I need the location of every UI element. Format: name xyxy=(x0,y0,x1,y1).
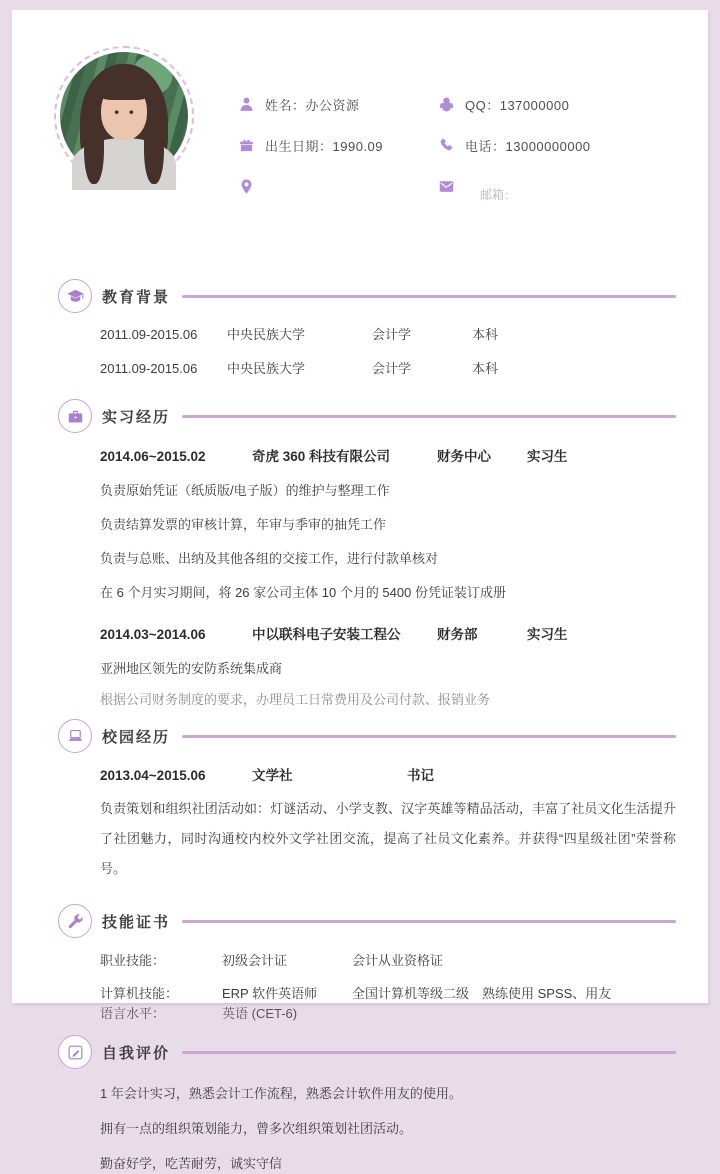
skill-item: 初级会计证 xyxy=(222,953,288,968)
resume-page xyxy=(12,10,708,1171)
campus-header-row xyxy=(100,766,676,786)
skills-body xyxy=(100,951,676,1021)
education-header xyxy=(58,279,676,313)
location-pin-icon xyxy=(238,178,255,195)
job-role: 实习生 xyxy=(527,627,568,642)
address-row xyxy=(238,174,383,198)
skill-item: 全国计算机等级二级 xyxy=(352,986,470,1001)
resume-header xyxy=(12,10,708,235)
job-role: 实习生 xyxy=(527,449,568,464)
edu-major: 会计学 xyxy=(372,361,412,376)
section-title: 实习经历 xyxy=(102,408,171,426)
edu-major: 会计学 xyxy=(372,327,412,342)
qq-label: QQ：137000000 xyxy=(465,97,570,113)
job-company: 中以联科电子安装工程公 xyxy=(252,627,401,642)
internship-body xyxy=(100,447,676,707)
graduation-cap-icon xyxy=(58,279,92,313)
education-row xyxy=(100,325,676,345)
job-bullet: 负责与总账、出纳及其他各组的交接工作，进行付款单核对 xyxy=(100,551,439,566)
skill-item: 英语 (CET-6) xyxy=(222,1006,298,1021)
education-row xyxy=(100,359,676,379)
user-icon xyxy=(238,96,255,113)
skill-item: 会计从业资格证 xyxy=(352,953,444,968)
edu-date: 2011.09-2015.06 xyxy=(100,327,198,342)
skill-row xyxy=(100,984,676,1004)
edit-pencil-icon xyxy=(58,1035,92,1069)
phone-icon xyxy=(438,137,455,154)
campus-date: 2013.04~2015.06 xyxy=(100,768,206,783)
birth-label: 出生日期：1990.09 xyxy=(265,138,383,154)
section-title: 校园经历 xyxy=(102,728,171,746)
section-skills xyxy=(58,904,676,1021)
job-dept: 财务中心 xyxy=(437,449,491,464)
phone-label: 电话：13000000000 xyxy=(465,138,591,154)
skill-row-clipped xyxy=(100,1004,676,1021)
job-header-row xyxy=(100,447,676,467)
birth-row xyxy=(238,133,383,157)
job-company: 奇虎 360 科技有限公司 xyxy=(252,449,391,464)
job-bullet: 亚洲地区领先的安防系统集成商 xyxy=(100,661,283,676)
job-bullet: 在 6 个月实习期间，将 26 家公司主体 10 个月的 5400 份凭证装订成册 xyxy=(100,585,506,600)
job-dept: 财务部 xyxy=(437,627,478,642)
skill-label: 计算机技能： xyxy=(100,986,179,1001)
photo-hair-strand xyxy=(144,110,164,184)
phone-row xyxy=(438,133,591,157)
section-divider xyxy=(182,1051,676,1054)
section-education xyxy=(58,279,676,379)
photo-bangs xyxy=(96,76,152,100)
qq-row xyxy=(438,92,591,116)
edu-degree: 本科 xyxy=(472,361,499,376)
selfeval-header xyxy=(58,1035,676,1069)
section-title: 自我评价 xyxy=(102,1044,171,1062)
section-divider xyxy=(182,735,676,738)
job-bullet-clipped: 根据公司财务制度的要求，办理员工日常费用及公司付款、报销业务 xyxy=(100,692,491,707)
skill-item: ERP 软件英语师 xyxy=(222,986,318,1001)
qq-icon xyxy=(438,96,455,113)
selfeval-line: 勤奋好学，吃苦耐劳，诚实守信 xyxy=(100,1156,283,1171)
section-internship xyxy=(58,399,676,707)
section-title: 技能证书 xyxy=(102,913,171,931)
internship-header xyxy=(58,399,676,433)
campus-club: 文学社 xyxy=(252,768,293,783)
wrench-icon xyxy=(58,904,92,938)
selfeval-line: 1 年会计实习，熟悉会计工作流程，熟悉会计软件用友的使用。 xyxy=(100,1086,462,1101)
email-clipped-text: 邮箱： xyxy=(480,188,517,202)
job-date: 2014.03~2014.06 xyxy=(100,627,206,642)
section-divider xyxy=(182,295,676,298)
section-divider xyxy=(182,415,676,418)
job-header-row xyxy=(100,625,676,645)
skill-item xyxy=(352,1004,482,1024)
selfeval-body xyxy=(100,1084,676,1174)
section-divider xyxy=(182,920,676,923)
section-campus xyxy=(58,719,676,884)
section-title: 教育背景 xyxy=(102,288,171,306)
gift-icon xyxy=(238,137,255,154)
profile-photo xyxy=(60,52,188,180)
edu-school: 中央民族大学 xyxy=(227,327,306,342)
edu-date: 2011.09-2015.06 xyxy=(100,361,198,376)
job-date: 2014.06~2015.02 xyxy=(100,449,206,464)
skill-label: 职业技能： xyxy=(100,953,166,968)
job-bullet: 负责原始凭证（纸质版/电子版）的维护与整理工作 xyxy=(100,483,390,498)
name-row xyxy=(238,92,383,116)
profile-info-left xyxy=(238,92,383,215)
campus-role: 书记 xyxy=(407,768,434,783)
campus-paragraph: 负责策划和组织社团活动如：灯谜活动、小学支教、汉字英雄等精品活动，丰富了社员文化生活提升了社团魅力，同时沟通校内校外文学社团交流，提高了社员文化素养。并获得“四星级社团”荣誉称号。 xyxy=(100,801,676,876)
skill-item xyxy=(482,1004,676,1024)
campus-header xyxy=(58,719,676,753)
avatar xyxy=(54,46,194,186)
education-rows xyxy=(100,325,676,379)
edu-school: 中央民族大学 xyxy=(227,361,306,376)
skill-row xyxy=(100,951,676,971)
skills-header xyxy=(58,904,676,938)
skill-item xyxy=(482,951,676,971)
selfeval-line: 拥有一点的组织策划能力，曾多次组织策划社团活动。 xyxy=(100,1121,413,1136)
job-bullet: 负责结算发票的审核计算，年审与季审的抽凭工作 xyxy=(100,517,387,532)
name-label: 姓名：办公资源 xyxy=(265,97,360,113)
skill-item: 熟练使用 SPSS、用友 xyxy=(482,986,612,1001)
laptop-icon xyxy=(58,719,92,753)
briefcase-icon xyxy=(58,399,92,433)
edu-degree: 本科 xyxy=(472,327,499,342)
section-selfeval xyxy=(58,1035,676,1174)
campus-body xyxy=(100,766,676,884)
mail-icon xyxy=(438,178,455,195)
skill-label: 语言水平： xyxy=(100,1006,166,1021)
skill-row xyxy=(100,1004,676,1024)
resume-body xyxy=(12,279,708,1174)
